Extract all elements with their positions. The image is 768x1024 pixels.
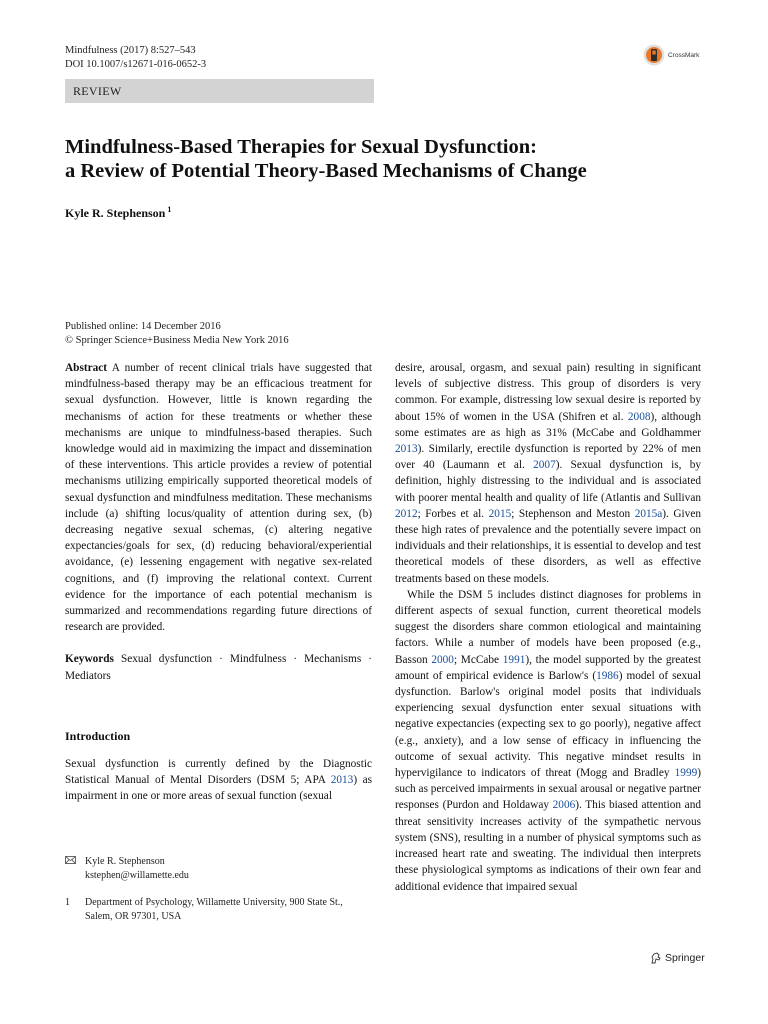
journal-info	[65, 44, 206, 72]
article-type-band: REVIEW	[65, 79, 374, 103]
article-title	[65, 135, 705, 183]
keywords-text: Sexual dysfunction · Mindfulness · Mechanisms · Mediators	[65, 653, 372, 682]
author-name[interactable]: Kyle R. Stephenson	[65, 206, 166, 220]
author-affil-marker[interactable]: 1	[167, 205, 172, 214]
intro-paragraph	[65, 756, 372, 805]
citation-link[interactable]: 2015a	[634, 507, 663, 520]
footnotes	[65, 855, 372, 923]
affiliation-number: 1	[65, 897, 70, 908]
title-line-2: a Review of Potential Theory-Based Mechanisms of Change	[65, 160, 587, 182]
body-text: desire, arousal, orgasm, and sexual pain) resulting in significant levels of subjective distress. This group of disorders is very common. For example, distressing low sexual desire is reported by about 15% of women in the USA (Shifren et al.	[395, 362, 701, 423]
affiliation-line-2: Salem, OR 97301, USA	[85, 910, 182, 922]
body-paragraph	[395, 360, 701, 587]
keywords-label: Keywords	[65, 653, 114, 666]
citation-link[interactable]: 2013	[330, 774, 354, 787]
citation-link[interactable]: 2000	[431, 653, 454, 666]
abstract-text: A number of recent clinical trials have suggested that mindfulness-based therapy may be an efficacious treatment for sexual dysfunction. However, little is known regarding the mechanisms of action for these treatments or whether these mechanisms are unique to mindfulness-based therapies. Such knowledge would aid in maximizing the impact and dissemination of these interventions. This article provides a review of potential mechanisms utilizing empirically supported theoretical models of sexual dysfunction and mindfulness meditation. These mechanisms include (a) shifting locus/quality of attention during sex, (b) decreasing negative sexual schemas, (c) altering negative expectancies/goals for sex, (d) reducing behavioral/experiential avoidance, (e) lessening engagement with negative sex-related cognitions, and (f) improving the relational context. Current evidence for the importance of each potential mechanism is summarized and recommendations regarding future directions of research are provided.	[65, 362, 372, 634]
author-line	[65, 205, 171, 221]
left-column	[65, 360, 372, 805]
contact-email[interactable]: kstephen@willamette.edu	[85, 869, 189, 881]
citation-link[interactable]: 2007	[533, 459, 556, 472]
crossmark-icon	[643, 44, 665, 66]
intro-text: ) as impairment in one or more areas of sexual function (sexual	[65, 774, 372, 803]
affiliation	[65, 896, 372, 923]
body-text: While the DSM 5 includes distinct diagnoses for problems in different aspects of sexual function, current theoretical models suggest the disorders share common etiological and maintaining factors. While a number of models have been proposed (e.g., Basson	[395, 588, 701, 666]
title-line-1: Mindfulness-Based Therapies for Sexual Dysfunction:	[65, 136, 537, 158]
citation-link[interactable]: 1986	[596, 669, 619, 682]
body-text: ; Stephenson and Meston	[511, 507, 635, 520]
intro-text: Sexual dysfunction is currently defined by the Diagnostic Statistical Manual of Mental Disorders (DSM 5; APA	[65, 758, 372, 787]
body-text: ; Forbes et al.	[417, 507, 489, 520]
section-heading-introduction: Introduction	[65, 728, 131, 743]
keywords-paragraph	[65, 651, 372, 683]
crossmark-label: CrossMark	[668, 51, 700, 59]
body-text: ). Given these high rates of prevalence and the potentially severe impact on individuals and their relationships, it is essential to develop and test theoretical models of these disorders, as well as effective treatments based on these models.	[395, 507, 701, 585]
body-text: ). Sexual dysfunction is, by definition, highly distressing to the individual and is associated with poorer mental health and quality of life (Atlantis and Sullivan	[395, 459, 701, 504]
publisher-logo	[650, 952, 705, 964]
body-text: ) such as perceived impairments in sexual arousal or negative partner responses (Purdon and Holdaway	[395, 767, 701, 812]
doi-link[interactable]: DOI 10.1007/s12671-016-0652-3	[65, 59, 207, 70]
contact-name: Kyle R. Stephenson	[85, 856, 165, 867]
body-text: ; McCabe	[453, 653, 503, 666]
crossmark-badge[interactable]	[643, 44, 699, 66]
body-text: ). Similarly, erectile dysfunction is reported by 22% of men over 40 (Laumann et al.	[395, 443, 701, 472]
body-text: ), the model supported by the greatest amount of empirical evidence is Barlow's (	[395, 653, 701, 682]
body-text: ). This biased attention and threat sensitivity increases activity of the sympathetic nervous system (SNS), resulting in a number of physical symptoms such as increased heart rate and sweating. The individual then interprets these physiological symptoms as indications of their own fear and additional evidence that impaired sexual	[395, 799, 701, 893]
citation-link[interactable]: 2008	[627, 410, 651, 423]
published-date: Published online: 14 December 2016	[65, 321, 221, 332]
citation-link[interactable]: 1999	[674, 767, 698, 780]
corresponding-author	[65, 855, 372, 882]
right-column	[395, 360, 701, 895]
citation-link[interactable]: 2012	[395, 507, 418, 520]
citation-link[interactable]: 2013	[395, 443, 418, 456]
abstract-label: Abstract	[65, 362, 108, 374]
affiliation-line-1: Department of Psychology, Willamette University, 900 State St.,	[85, 897, 343, 908]
publisher-name: Springer	[665, 952, 705, 964]
body-text: ), although some estimates are as high as 31% (McCabe and Goldhammer	[395, 410, 701, 439]
citation-link[interactable]: 1991	[502, 653, 526, 666]
copyright-line: © Springer Science+Business Media New York 2016	[65, 335, 289, 346]
abstract-paragraph	[65, 360, 372, 635]
envelope-icon	[65, 855, 85, 882]
journal-citation: Mindfulness (2017) 8:527–543	[65, 45, 196, 56]
springer-horse-icon	[650, 952, 662, 964]
body-text: ) model of sexual dysfunction. Barlow's original model posits that individuals experiencing sexual dysfunction enter sexual situations with negative expectancies (expecting sex to go poorly), negative affect (e.g., anxiety), and a low sense of efficacy in influencing the outcome of sexual activity. This negative mindset results in hypervigilance to indicators of threat (Mogg and Bradley	[395, 669, 701, 780]
citation-link[interactable]: 2015	[488, 507, 512, 520]
body-paragraph	[395, 587, 701, 895]
publication-info	[65, 320, 289, 348]
citation-link[interactable]: 2006	[552, 799, 576, 812]
